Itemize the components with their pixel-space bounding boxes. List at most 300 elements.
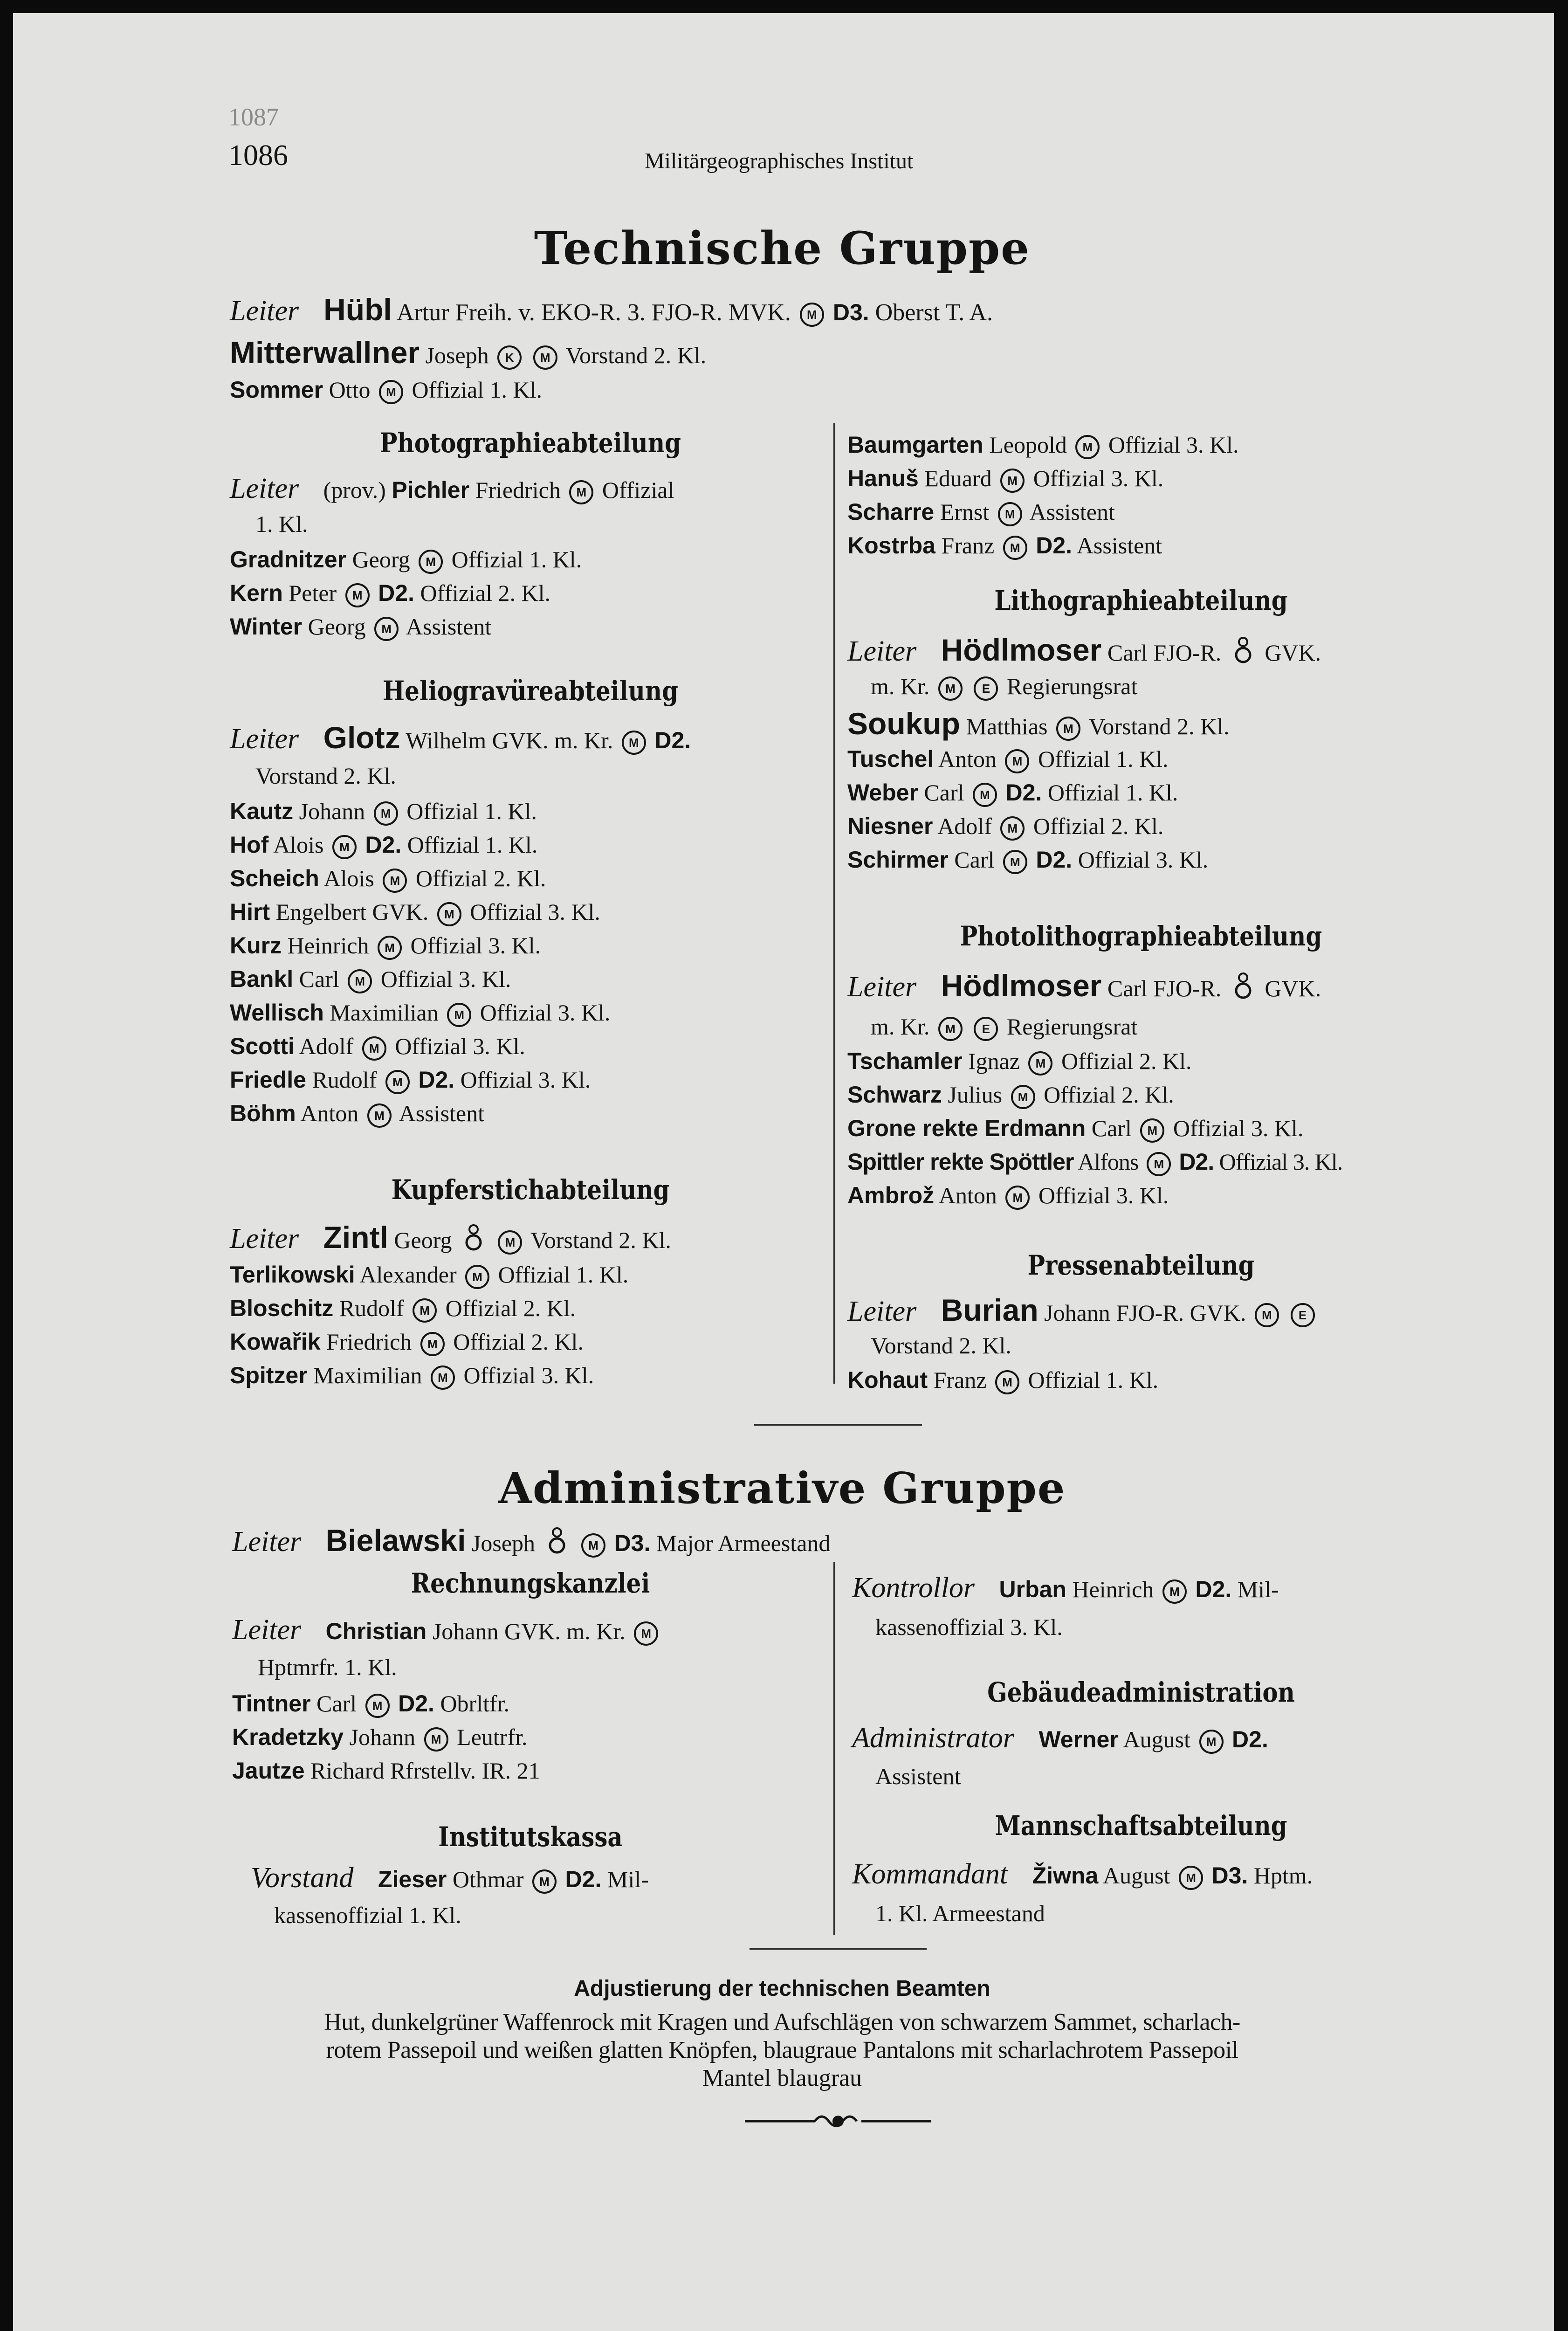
decoration-d: D2. — [418, 1067, 455, 1093]
medal-e-icon: E — [974, 1017, 998, 1041]
person-first-name: Ernst — [940, 499, 990, 525]
person-rank: Rfrstellv. IR. 21 — [390, 1758, 540, 1784]
medal-m-icon: M — [424, 1727, 448, 1752]
adjustierung-line-1: Hut, dunkelgrüner Waffenrock mit Kragen und Aufschlägen von schwarzem Sammet, scharlach- — [324, 2009, 1240, 2035]
heliogravuere-members — [230, 794, 610, 1130]
person-name: Spitzer — [230, 1362, 308, 1388]
lithographie-leiter-cont — [871, 669, 1137, 703]
person-rank: Offizial 1. Kl. — [1038, 746, 1169, 772]
decoration-d: D2. — [1195, 1576, 1232, 1602]
list-item — [230, 929, 610, 962]
decoration-d: D2. — [1232, 1726, 1268, 1752]
medal-m-icon: M — [1179, 1866, 1203, 1890]
medal-m-icon: M — [622, 731, 646, 755]
person-rank: Offizial 3. Kl. — [470, 899, 600, 925]
person-name: Winter — [230, 614, 303, 640]
person-first-name: Alfons — [1078, 1149, 1139, 1175]
person-first-name: Carl — [1091, 1115, 1132, 1141]
person-rank: Offizial 1. Kl. — [412, 377, 543, 403]
lithographie-soukup — [847, 707, 1229, 743]
person-name: Scotti — [230, 1033, 295, 1059]
leiter-label: Leiter — [847, 635, 917, 667]
person-name: Kern — [230, 580, 283, 606]
rechnung-leiter-cont: Hptmrfr. 1. Kl. — [258, 1654, 397, 1680]
person-first-name: Georg — [394, 1227, 452, 1253]
adjustierung-title: Adjustierung der technischen Beamten — [574, 1976, 990, 2001]
person-rank: Assistent — [1029, 499, 1115, 525]
person-name: Kohaut — [847, 1367, 928, 1393]
page-number: 1086 — [228, 138, 288, 172]
person-decoration: GVK. — [1265, 975, 1321, 1001]
leiter-label: Leiter — [232, 1614, 302, 1646]
person-first-name: Alois — [273, 832, 324, 858]
person-name: Baumgarten — [847, 432, 983, 458]
subsection-title-heliogravuere: Heliogravüreabteilung — [382, 675, 679, 707]
person-first-name: Anton — [938, 1182, 997, 1208]
medal-m-icon: M — [569, 480, 593, 504]
list-item — [847, 529, 1238, 562]
decoration-d: D2. — [1036, 847, 1073, 873]
person-rank: Offizial 3. Kl. — [463, 1362, 594, 1388]
medal-m-icon: M — [383, 869, 407, 893]
person-first-name: Leopold — [989, 432, 1067, 458]
person-rank: Leutrfr. — [457, 1724, 528, 1750]
person-name: Hödlmoser — [941, 968, 1102, 1003]
medal-m-icon: M — [374, 617, 399, 641]
person-rank: Vorstand 2. Kl. — [530, 1227, 671, 1253]
person-first-name: Anton — [300, 1100, 359, 1126]
person-name: Terlikowski — [230, 1262, 355, 1288]
medal-m-icon: M — [348, 969, 372, 993]
person-name: Kurz — [230, 932, 282, 959]
subsection-title-rechnung: Rechnungskanzlei — [411, 1567, 650, 1599]
person-name: Urban — [999, 1576, 1066, 1602]
person-rank: Offizial 2. Kl. — [415, 865, 546, 891]
kommandant-label: Kommandant — [852, 1858, 1008, 1890]
medal-m-icon: M — [447, 1003, 471, 1027]
person-rank: Offizial 1. Kl. — [498, 1262, 629, 1288]
administrative-leiter — [232, 1524, 830, 1564]
person-name: Bielawski — [325, 1523, 466, 1558]
person-name: Böhm — [230, 1100, 296, 1126]
medal-m-icon: M — [431, 1365, 455, 1390]
person-name: Tuschel — [847, 746, 934, 772]
list-item — [847, 1145, 1342, 1179]
person-first-name: Johann — [299, 798, 365, 824]
person-rank: Assistent — [406, 614, 492, 640]
subsection-title-kassa: Institutskassa — [438, 1821, 623, 1853]
medal-m-icon: M — [362, 1036, 386, 1061]
medal-m-icon: M — [1255, 1303, 1279, 1327]
person-rank: Assistent — [399, 1100, 485, 1126]
person-rank: Offizial 3. Kl. — [1173, 1115, 1304, 1141]
person-rank: Offizial 1. Kl. — [407, 832, 538, 858]
person-rank: Offizial 2. Kl. — [453, 1329, 584, 1355]
person-rank: Offizial 2. Kl. — [420, 580, 551, 606]
person-name: Pichler — [392, 477, 470, 503]
list-item — [230, 1029, 610, 1063]
medal-e-icon: E — [974, 676, 998, 701]
section-title-technische-gruppe: Technische Gruppe — [534, 222, 1031, 275]
ornament-divider-icon — [740, 2107, 936, 2137]
person-first-name: Matthias — [966, 713, 1048, 739]
person-first-name: Joseph — [471, 1530, 536, 1556]
list-item — [230, 1097, 610, 1130]
person-details: Johann FJO-R. GVK. — [1044, 1300, 1246, 1326]
person-name: Gradnitzer — [230, 546, 347, 572]
leiter-label: Leiter — [230, 295, 299, 327]
person-first-name: Adolf — [299, 1033, 354, 1059]
person-name: Zieser — [378, 1866, 447, 1892]
order-cross-icon — [1230, 635, 1256, 673]
list-item — [230, 895, 610, 929]
list-item — [230, 576, 582, 610]
list-item — [230, 610, 582, 643]
person-details: Johann GVK. m. Kr. — [432, 1618, 626, 1644]
person-first-name: Engelbert GVK. — [275, 899, 429, 925]
person-name: Bankl — [230, 966, 294, 992]
person-name: Kautz — [230, 798, 294, 824]
medal-m-icon: M — [365, 1694, 390, 1718]
person-rank: Offizial 1. Kl. — [451, 546, 582, 572]
leiter-prov: (prov.) — [323, 477, 386, 503]
person-rank: Offizial 2. Kl. — [1044, 1082, 1174, 1108]
order-cross-icon — [1230, 971, 1256, 1009]
person-first-name: Maximilian — [313, 1362, 422, 1388]
person-details: Carl FJO-R. — [1107, 640, 1222, 666]
person-rank: Offizial 3. Kl. — [460, 1067, 591, 1093]
person-name: Tschamler — [847, 1048, 963, 1074]
order-cross-icon — [544, 1526, 570, 1564]
person-name: Weber — [847, 779, 918, 806]
vorstand-label: Vorstand — [251, 1862, 354, 1894]
technische-line-2 — [230, 336, 706, 372]
person-first-name: Othmar — [452, 1866, 524, 1892]
kupferstich-leiter — [230, 1221, 671, 1261]
administrator-label: Administrator — [852, 1722, 1014, 1754]
list-item — [230, 962, 610, 996]
technische-leiter-line — [230, 293, 993, 330]
medal-m-icon: M — [995, 1370, 1019, 1394]
person-first-name: Alois — [323, 865, 374, 891]
decoration-d: D3. — [614, 1530, 651, 1556]
list-item — [230, 1359, 628, 1392]
person-first-name: Heinrich — [1072, 1576, 1154, 1602]
kontrollor-line — [852, 1571, 1279, 1606]
kontrollor-label: Kontrollor — [852, 1572, 975, 1604]
person-name: Bloschitz — [230, 1295, 334, 1321]
person-first-name: Carl — [954, 847, 995, 873]
leiter-label: Leiter — [230, 723, 299, 755]
column-divider-upper — [833, 423, 835, 1384]
document-page — [13, 13, 1554, 2331]
kontrollor-cont: kassenoffizial 3. Kl. — [875, 1614, 1063, 1640]
medal-m-icon: M — [533, 345, 557, 370]
person-name: Schwarz — [847, 1082, 942, 1108]
list-item — [847, 1044, 1342, 1078]
list-item — [847, 428, 1238, 462]
decoration-d: D2. — [1005, 779, 1042, 806]
person-first-name: Carl — [316, 1690, 357, 1717]
person-rank: Mil- — [1237, 1576, 1279, 1602]
medal-m-icon: M — [1028, 1051, 1052, 1076]
decoration-d: D2. — [1036, 532, 1073, 559]
person-rank: Offizial 3. Kl. — [1033, 465, 1164, 491]
rechnung-leiter — [232, 1613, 661, 1648]
list-item — [230, 828, 610, 862]
person-first-name: Franz — [941, 532, 995, 559]
technische-line-3 — [230, 373, 542, 407]
person-rank: Offizial 3. Kl. — [410, 932, 541, 959]
adjustierung-line-2: rotem Passepoil und weißen glatten Knöpfen, blaugraue Pantalons mit scharlachrotem Passepoil — [326, 2037, 1238, 2063]
person-rank: Offizial 3. Kl. — [1038, 1182, 1169, 1208]
decoration-d: D3. — [1211, 1862, 1248, 1889]
person-name: Jautze — [232, 1758, 305, 1784]
presse-leiter — [847, 1293, 1318, 1330]
presse-member — [847, 1363, 1158, 1397]
list-item — [847, 462, 1238, 495]
subsection-title-mannschaft: Mannschaftsabteilung — [995, 1810, 1287, 1841]
person-name: Kostrba — [847, 532, 935, 559]
person-name: Hödlmoser — [941, 633, 1102, 667]
person-rank: Offizial 3. Kl. — [480, 1000, 611, 1026]
medal-e-icon: E — [1291, 1303, 1315, 1327]
person-rank: Assistent — [1076, 532, 1162, 559]
person-first-name: Johann — [349, 1724, 416, 1750]
medal-m-icon: M — [1162, 1579, 1187, 1604]
list-item — [230, 543, 582, 576]
person-name: Friedle — [230, 1067, 306, 1093]
decoration-d: D2. — [398, 1690, 434, 1717]
person-name: Schirmer — [847, 847, 949, 873]
leiter-label: Leiter — [230, 1223, 299, 1255]
medal-m-icon: M — [1005, 749, 1029, 773]
medal-m-icon: M — [532, 1869, 557, 1894]
photolithographie-members — [847, 1044, 1342, 1212]
person-first-name: Otto — [329, 377, 371, 403]
list-item — [230, 996, 610, 1029]
list-item — [847, 1179, 1342, 1212]
medal-m-icon: M — [332, 835, 357, 859]
list-item — [847, 1078, 1342, 1111]
person-rank: Obrltfr. — [440, 1690, 510, 1717]
medal-m-icon: M — [385, 1070, 410, 1094]
person-rank: Offizial 2. Kl. — [1061, 1048, 1192, 1074]
person-rank: Offizial 3. Kl. — [1219, 1149, 1343, 1175]
medal-m-icon: M — [1011, 1085, 1035, 1109]
photolithographie-leiter-cont — [871, 1010, 1137, 1043]
person-first-name: Joseph — [425, 342, 489, 368]
person-name: Mitterwallner — [230, 335, 420, 370]
heliogravuere-leiter-cont: Vorstand 2. Kl. — [255, 763, 396, 789]
list-item — [230, 1325, 628, 1359]
person-first-name: Heinrich — [287, 932, 369, 959]
person-first-name: Carl — [924, 779, 964, 806]
medal-m-icon: M — [1075, 435, 1100, 459]
person-name: Hof — [230, 832, 269, 858]
decoration-d: D2. — [565, 1866, 602, 1892]
mannschaft-kommandant-cont: 1. Kl. Armeestand — [875, 1900, 1045, 1926]
gebaeude-administrator-cont: Assistent — [875, 1763, 961, 1789]
person-first-name: Anton — [938, 746, 997, 772]
medal-m-icon: M — [1056, 717, 1080, 741]
person-rank: Regierungsrat — [1006, 673, 1138, 699]
medal-m-icon: M — [374, 801, 398, 826]
medal-m-icon: M — [1003, 536, 1027, 560]
person-first-name: Rudolf — [339, 1295, 404, 1321]
person-rank: Offizial 1. Kl. — [1047, 779, 1178, 806]
photographie-members — [230, 543, 582, 643]
gebaeude-administrator — [852, 1721, 1268, 1756]
decoration-d: D2. — [365, 832, 402, 858]
person-first-name: Maximilian — [330, 1000, 439, 1026]
person-rank: Vorstand 2. Kl. — [565, 342, 707, 368]
person-first-name: Georg — [352, 546, 410, 572]
leiter-label: Leiter — [847, 971, 917, 1003]
list-item — [847, 1111, 1342, 1145]
medal-m-icon: M — [413, 1298, 437, 1323]
person-name: Zintl — [323, 1220, 388, 1255]
person-details: Artur Freih. v. EKO-R. 3. FJO-R. MVK. — [396, 299, 791, 326]
mannschaft-kommandant — [852, 1857, 1313, 1892]
person-first-name: Friedrich — [475, 477, 561, 503]
kupferstich-members — [230, 1258, 628, 1392]
person-name: Tintner — [232, 1690, 311, 1717]
medal-m-icon: M — [498, 1230, 522, 1255]
subsection-title-lithographie: Lithographieabteilung — [994, 585, 1288, 616]
medal-k-icon: K — [497, 345, 522, 370]
person-first-name: Alexander — [359, 1262, 457, 1288]
list-item — [847, 495, 1238, 529]
medal-m-icon: M — [1000, 469, 1025, 493]
person-rank: Vorstand 2. Kl. — [1088, 713, 1230, 739]
person-name: Žiwna — [1032, 1862, 1099, 1889]
heliogravuere-leiter — [230, 721, 691, 757]
medal-m-icon: M — [998, 502, 1022, 526]
person-rank: Offizial 1. Kl. — [1028, 1367, 1159, 1393]
person-first-name: Richard — [310, 1758, 385, 1784]
medal-m-icon: M — [420, 1332, 445, 1356]
faint-page-number: 1087 — [228, 103, 279, 131]
list-item — [232, 1720, 540, 1754]
medal-m-icon: M — [1000, 816, 1025, 841]
list-item — [232, 1687, 540, 1720]
person-rank: Offizial 3. Kl. — [1078, 847, 1209, 873]
medal-m-icon: M — [938, 1017, 963, 1041]
adjustierung-line-3: Mantel blaugrau — [702, 2065, 862, 2091]
person-rank: Major Armeestand — [656, 1530, 831, 1556]
photographie-members-cont — [847, 428, 1238, 562]
medal-m-icon: M — [379, 380, 403, 404]
medal-m-icon: M — [437, 902, 461, 926]
column-divider-lower — [833, 1562, 835, 1935]
presse-leiter-cont: Vorstand 2. Kl. — [871, 1332, 1011, 1359]
leiter-label: Leiter — [232, 1526, 302, 1558]
person-rank: Offizial 1. Kl. — [406, 798, 537, 824]
list-item — [847, 843, 1208, 876]
list-item — [230, 1063, 610, 1097]
person-name: Burian — [941, 1293, 1038, 1327]
list-item — [232, 1754, 540, 1787]
person-rank: Mil- — [607, 1866, 649, 1892]
kassa-vorstand — [251, 1861, 829, 1896]
decoration-d: D2. — [378, 580, 414, 606]
person-name: Spittler rekte Spöttler — [847, 1149, 1074, 1175]
person-name: Ambrož — [847, 1182, 935, 1208]
person-name: Werner — [1038, 1726, 1119, 1752]
person-rank: Offizial 2. Kl. — [445, 1295, 576, 1321]
person-name: Soukup — [847, 706, 960, 741]
decoration-d: D2. — [654, 727, 691, 753]
person-rank: Oberst T. A. — [875, 299, 993, 326]
person-rank: Offizial — [602, 477, 674, 503]
person-name: Wellisch — [230, 1000, 324, 1026]
medal-m-icon: M — [938, 676, 963, 701]
list-item — [230, 1258, 628, 1291]
person-details: Wilhelm GVK. m. Kr. — [406, 727, 613, 753]
decoration-d: D3. — [832, 299, 869, 325]
medal-m-icon: M — [973, 783, 997, 807]
person-first-name: Carl — [299, 966, 339, 992]
medal-m-icon: M — [1005, 1186, 1030, 1210]
person-rank: Hptm. — [1253, 1862, 1313, 1889]
person-first-name: Friedrich — [326, 1329, 412, 1355]
person-name: Niesner — [847, 813, 933, 839]
list-item — [230, 862, 610, 895]
photographie-leiter — [230, 472, 674, 507]
subsection-title-kupferstich: Kupferstichabteilung — [391, 1174, 670, 1206]
person-name: Hanuš — [847, 465, 919, 491]
decoration-d: D2. — [1179, 1149, 1214, 1175]
person-first-name: Adolf — [937, 813, 992, 839]
leiter-label: Leiter — [230, 473, 299, 504]
photographie-leiter-cont: 1. Kl. — [255, 511, 308, 537]
medal-m-icon: M — [581, 1533, 605, 1558]
list-item — [230, 1291, 628, 1325]
medal-m-icon: M — [367, 1103, 392, 1128]
section-separator — [750, 1948, 927, 1950]
medal-m-icon: M — [1140, 1118, 1164, 1143]
medal-m-icon: M — [800, 303, 824, 327]
person-name: Hübl — [323, 292, 392, 327]
subsection-title-gebaeude: Gebäudeadministration — [987, 1676, 1295, 1708]
leiter-label: Leiter — [847, 1296, 917, 1327]
running-title: Militärgeographisches Institut — [645, 149, 914, 173]
person-rank: Offizial 3. Kl. — [380, 966, 511, 992]
person-first-name: August — [1123, 1726, 1191, 1752]
lithographie-leiter — [847, 633, 1321, 673]
person-name: Christian — [325, 1618, 427, 1644]
person-name: Kradetzky — [232, 1724, 344, 1750]
person-decoration: m. Kr. — [871, 673, 930, 699]
person-decoration: GVK. — [1265, 640, 1321, 666]
person-name: Scharre — [847, 499, 935, 525]
order-cross-icon — [461, 1223, 487, 1261]
person-decoration: m. Kr. — [871, 1014, 930, 1040]
subsection-title-presse: Pressenabteilung — [1027, 1249, 1255, 1281]
medal-m-icon: M — [1199, 1730, 1224, 1754]
person-name: Hirt — [230, 899, 270, 925]
person-name: Kowařik — [230, 1329, 321, 1355]
medal-m-icon: M — [378, 936, 402, 960]
list-item — [230, 794, 610, 828]
person-first-name: Franz — [933, 1367, 987, 1393]
lithographie-members — [847, 742, 1208, 876]
medal-m-icon: M — [634, 1621, 658, 1646]
list-item — [847, 742, 1208, 776]
person-first-name: Eduard — [924, 465, 992, 491]
person-first-name: Georg — [308, 614, 366, 640]
